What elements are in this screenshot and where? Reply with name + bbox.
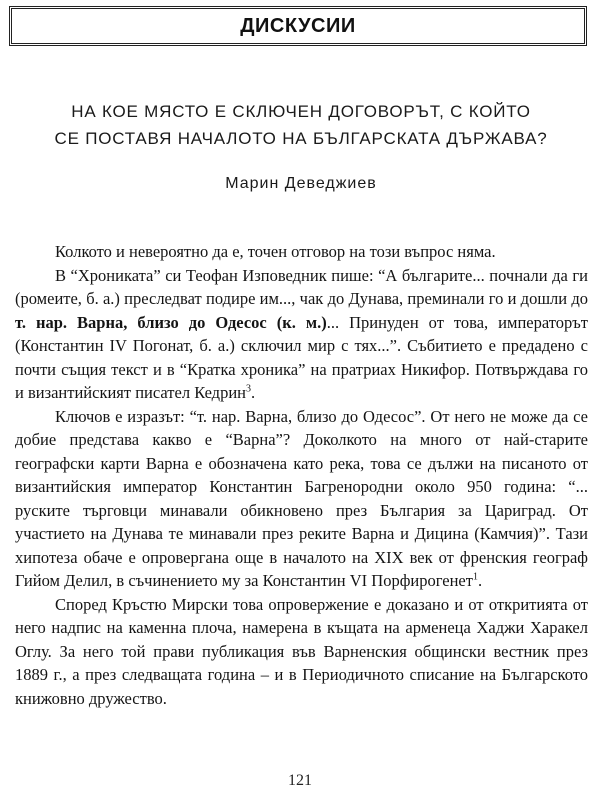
article-body: [15, 240, 588, 710]
section-header: [9, 6, 587, 46]
author-name: Марин Деведжиев: [225, 175, 377, 192]
paragraph-3: [15, 405, 588, 593]
paragraph-2-bold-quote: т. нар. Варна, близо до Одесос (к. м.): [15, 312, 327, 332]
paragraph-4: Според Кръстю Мирски това опровержение е доказано и от откритията от него надпис на каменна плоча, намерена в къщата на арменеца Хаджи Харакел Оглу. За него той прави публикация във Варненския общински вестник през 1889 г., а през следващата година – и в Периодичното списание на Българското книжовно дружество.: [15, 594, 588, 708]
paragraph-2-text-b: ... Принуден от това, императорът (Константин IV Погонат, б. а.) сключил мир с тях...”. Събитието е предадено с почти същия текст и в “Кратка хроника” на пратриах Никифор. Потвърждава го и византийският писател Кедрин: [15, 312, 588, 402]
paragraph-1: Колкото и невероятно да е, точен отговор на този въпрос няма.: [55, 242, 496, 261]
article-title-line-1: НА КОЕ МЯСТО Е СКЛЮЧЕН ДОГОВОРЪТ, С КОЙТО: [71, 102, 531, 121]
section-title: ДИСКУСИИ: [240, 14, 356, 37]
paragraph-3-text: Ключов е изразът: “т. нар. Варна, близо до Одесос”. От него не може да се добие представа какво е “Варна”? Доколкото на много от най-старите географски карти Варна е обозначена като река, това се дължи на писаното от византийския император Константин Багренородни около 950 година: “... руските търговци минавали обикновено през България за Цариград. От участието на Дунава те минавали през реките Варна и Дицина (Камчия)”. Тази хипотеза обаче е опровергана още в началото на XIX век от френския географ Гийом Делил, в съчинението му за Константин VI Порфирогенет: [15, 406, 588, 590]
footnote-ref-3: 3: [245, 383, 251, 395]
article-title: [20, 98, 582, 152]
paragraph-2-text-a: В “Хрониката” си Теофан Изповедник пише: “А българите... почнали да ги (ромеите, б. а.) преследват подире им..., чак до Дунава, преминали го и дошли до: [15, 265, 588, 308]
paragraph-3-end: .: [477, 571, 483, 590]
paragraph-2: [15, 264, 588, 405]
article-title-line-2: СЕ ПОСТАВЯ НАЧАЛОТО НА БЪЛГАРСКАТА ДЪРЖАВА?: [54, 129, 548, 148]
paragraph-2-end: .: [250, 383, 256, 402]
page-number: 121: [288, 772, 312, 789]
footnote-ref-1: 1: [472, 571, 478, 583]
